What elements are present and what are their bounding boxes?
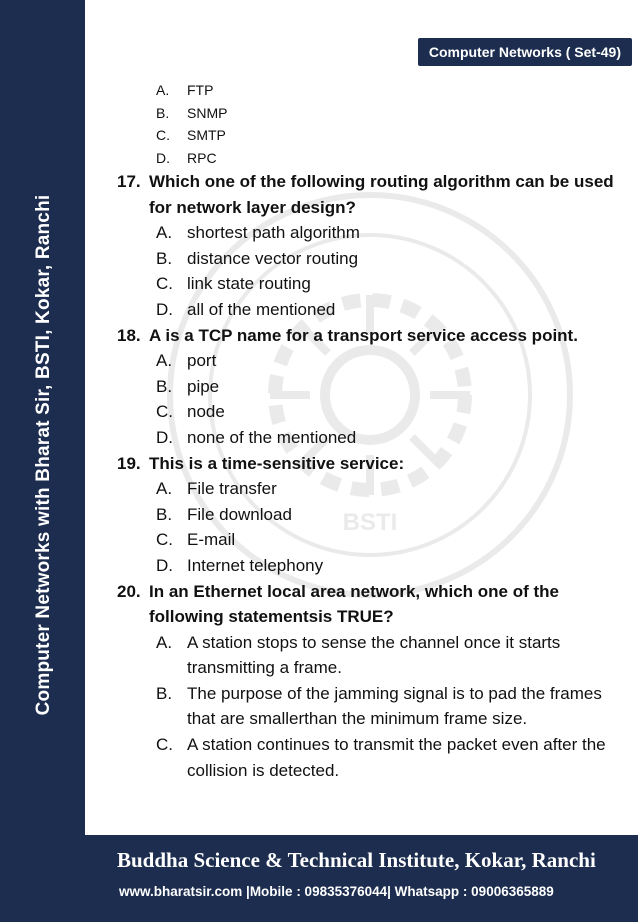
option-item — [117, 527, 622, 553]
option-text: none of the mentioned — [187, 427, 357, 447]
option-letter: B. — [156, 504, 173, 524]
option-text: Internet telephony — [187, 555, 324, 575]
option-text: The purpose of the jamming signal is to pad the frames that are smallerthan the minimum frame size. — [187, 683, 602, 729]
option-text: E-mail — [187, 530, 236, 550]
option-item — [117, 425, 622, 451]
option-letter: D. — [156, 555, 173, 575]
option-letter: A. — [156, 479, 173, 499]
sidebar-vertical-title: Computer Networks with Bharat Sir, BSTI, Kokar, Ranchi — [33, 194, 54, 716]
option-item — [117, 297, 622, 323]
option-letter: C. — [156, 127, 170, 143]
option-item — [117, 348, 622, 374]
option-text: distance vector routing — [187, 248, 359, 268]
option-item — [117, 502, 622, 528]
option-text: A station continues to transmit the packet even after the collision is detected. — [187, 735, 606, 780]
question-heading — [117, 323, 622, 349]
question-text: This is a time-sensitive service: — [149, 453, 405, 473]
question-heading — [117, 579, 622, 630]
question-heading — [117, 451, 622, 477]
question-number: 17. — [117, 172, 141, 191]
question-text: Which one of the following routing algorithm can be used for network layer design? — [149, 172, 614, 217]
option-item — [117, 124, 622, 147]
option-item — [117, 476, 622, 502]
option-text: SNMP — [187, 104, 228, 121]
option-letter: B. — [156, 248, 173, 268]
option-letter: A. — [156, 351, 173, 371]
option-letter: A. — [156, 223, 173, 243]
footer-banner — [85, 835, 638, 922]
option-text: A station stops to sense the channel once it starts transmitting a frame. — [187, 632, 561, 678]
left-sidebar-bar — [0, 0, 85, 922]
option-item — [117, 732, 622, 783]
question-content — [117, 79, 622, 783]
question-17 — [117, 169, 622, 323]
option-item — [117, 271, 622, 297]
option-text: pipe — [187, 376, 220, 396]
option-letter: C. — [156, 530, 173, 550]
option-text: RPC — [187, 149, 217, 166]
question-text: A is a TCP name for a transport service access point. — [149, 325, 578, 345]
option-letter: B. — [156, 683, 173, 703]
option-text: all of the mentioned — [187, 299, 336, 319]
watermark-label: BSTI — [342, 509, 398, 536]
option-item — [117, 79, 622, 102]
option-item — [117, 102, 622, 125]
option-text: link state routing — [187, 274, 311, 294]
option-letter: D. — [156, 149, 170, 166]
option-item — [117, 399, 622, 425]
option-letter: D. — [156, 299, 173, 319]
option-item — [117, 630, 622, 681]
option-letter: D. — [156, 427, 173, 447]
footer-contact-line: www.bharatsir.com |Mobile : 09835376044| Whatsapp : 09006365889 — [119, 884, 554, 899]
question-number: 18. — [117, 325, 141, 345]
question-19 — [117, 451, 622, 579]
question-20 — [117, 579, 622, 784]
question-18 — [117, 323, 622, 451]
header-set-badge: Computer Networks ( Set-49) — [418, 38, 632, 66]
question-number: 20. — [117, 581, 141, 601]
option-item — [117, 246, 622, 272]
option-text: shortest path algorithm — [187, 223, 360, 243]
option-letter: B. — [156, 104, 170, 121]
option-text: node — [187, 402, 225, 422]
option-item — [117, 147, 622, 170]
option-text: SMTP — [187, 127, 226, 143]
continued-option-list — [117, 79, 622, 169]
option-text: FTP — [187, 82, 214, 98]
option-letter: C. — [156, 402, 173, 422]
option-letter: A. — [156, 82, 170, 98]
option-item — [117, 374, 622, 400]
option-text: port — [187, 351, 217, 371]
option-letter: A. — [156, 632, 173, 652]
question-text: In an Ethernet local area network, which one of the following statementsis TRUE? — [149, 581, 559, 627]
option-text: File download — [187, 504, 292, 524]
option-letter: C. — [156, 274, 173, 294]
option-item — [117, 220, 622, 246]
option-letter: B. — [156, 376, 173, 396]
option-item — [117, 553, 622, 579]
option-letter: C. — [156, 735, 173, 755]
footer-institute-name: Buddha Science & Technical Institute, Kokar, Ranchi — [117, 848, 596, 872]
option-text: File transfer — [187, 479, 277, 499]
option-item — [117, 681, 622, 732]
question-number: 19. — [117, 453, 141, 473]
question-heading — [117, 169, 622, 220]
